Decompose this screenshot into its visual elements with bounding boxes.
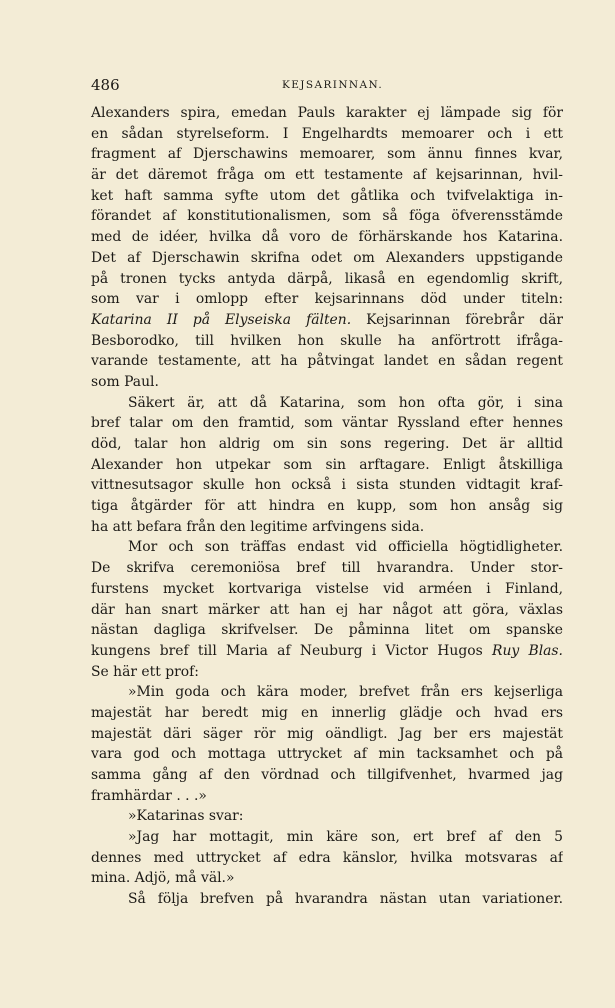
text-line: bref talar om den framtid, som väntar Ryssland efter hennes [91,415,563,432]
text-line: en sådan styrelseform. I Engelhardts memoarer och i ett [91,125,563,142]
text-line: dennes med uttrycket af edra känslor, hvilka motsvaras af [91,849,563,866]
text-line: Det af Djerschawin skrifna odet om Alexanders uppstigande [91,249,563,266]
book-title-italic: Ruy Blas. [492,642,563,659]
page-header [91,76,565,96]
text-line: majestät däri säger rör mig oändligt. Jag ber ers majestät [91,725,563,742]
text-line: Besborodko, till hvilken hon skulle ha anförtrott ifråga- [91,332,563,349]
text-line-mixed [91,641,563,662]
text-line: majestät har beredt mig en innerlig glädje och hvad ers [91,704,563,721]
text-line: Se här ett prof: [91,663,199,680]
text-line: förandet af konstitutionalismen, som så föga öfverensstämde [91,208,563,225]
text-line: tiga åtgärder för att hindra en kupp, som hon ansåg sig [91,498,563,515]
text-line: med de idéer, hvilka då voro de förhärskande hos Katarina. [91,229,563,246]
text-line: »Katarinas svar: [128,808,244,825]
text-line: som Paul. [91,373,159,390]
text-line: ket haft samma syfte utom det gåtlika och tvifvelaktiga in- [91,187,563,204]
text-line: De skrifva ceremoniösa bref till hvarandra. Under stor- [91,560,563,577]
text-line: Så följa brefven på hvarandra nästan utan variationer. [128,891,563,908]
text-line: vittnesutsagor skulle hon också i sista stunden vidtagit kraf- [91,477,563,494]
book-title-italic: Katarina II på Elyseiska fälten. [91,311,352,328]
text-line: Alexanders spira, emedan Pauls karakter ej lämpade sig för [91,105,563,121]
text-line: furstens mycket kortvariga vistelse vid arméen i Finland, [91,580,563,597]
text-segment: kungens bref till Maria af Neuburg i Victor Hugos [91,642,483,659]
text-line: framhärdar . . .» [91,787,207,804]
text-line: »Min goda och kära moder, brefvet från ers kejserliga [128,684,563,701]
text-line: Säkert är, att då Katarina, som hon ofta gör, i sina [128,394,563,411]
text-line: som var i omlopp efter kejsarinnans död under titeln: [91,291,563,308]
text-line: vara god och mottaga uttrycket af min tacksamhet och på [91,746,563,763]
body-text [91,103,563,910]
text-line: fragment af Djerschawins memoarer, som ännu finnes kvar, [91,146,563,163]
page-number: 486 [91,76,120,94]
text-line: där han snart märker att han ej har något att göra, växlas [91,601,563,618]
text-segment: Kejsarinnan förebrår där [366,311,563,328]
text-line: varande testamente, att ha påtvingat landet en sådan regent [91,353,563,370]
text-line: död, talar hon aldrig om sin sons regering. Det är alltid [91,436,563,452]
text-line: Alexander hon utpekar som sin arftagare. Enligt åtskilliga [91,456,563,473]
text-line: »Jag har mottagit, min käre son, ert bref af den 5 [128,829,563,846]
text-line: är det däremot fråga om ett testamente af kejsarinnan, hvil- [91,167,563,184]
text-line-mixed [91,310,563,331]
text-line: mina. Adjö, må väl.» [91,870,235,887]
running-head: KEJSARINNAN. [282,79,384,91]
text-line: nästan dagliga skrifvelser. De påminna litet om spanske [91,622,563,639]
text-line: samma gång af den vördnad och tillgifvenhet, hvarmed jag [91,767,563,783]
text-line: ha att befara från den legitime arfvingens sida. [91,518,425,535]
text-line: på tronen tycks antyda därpå, likaså en egendomlig skrift, [91,270,563,287]
text-line: Mor och son träffas endast vid officiella högtidligheter. [128,539,563,556]
